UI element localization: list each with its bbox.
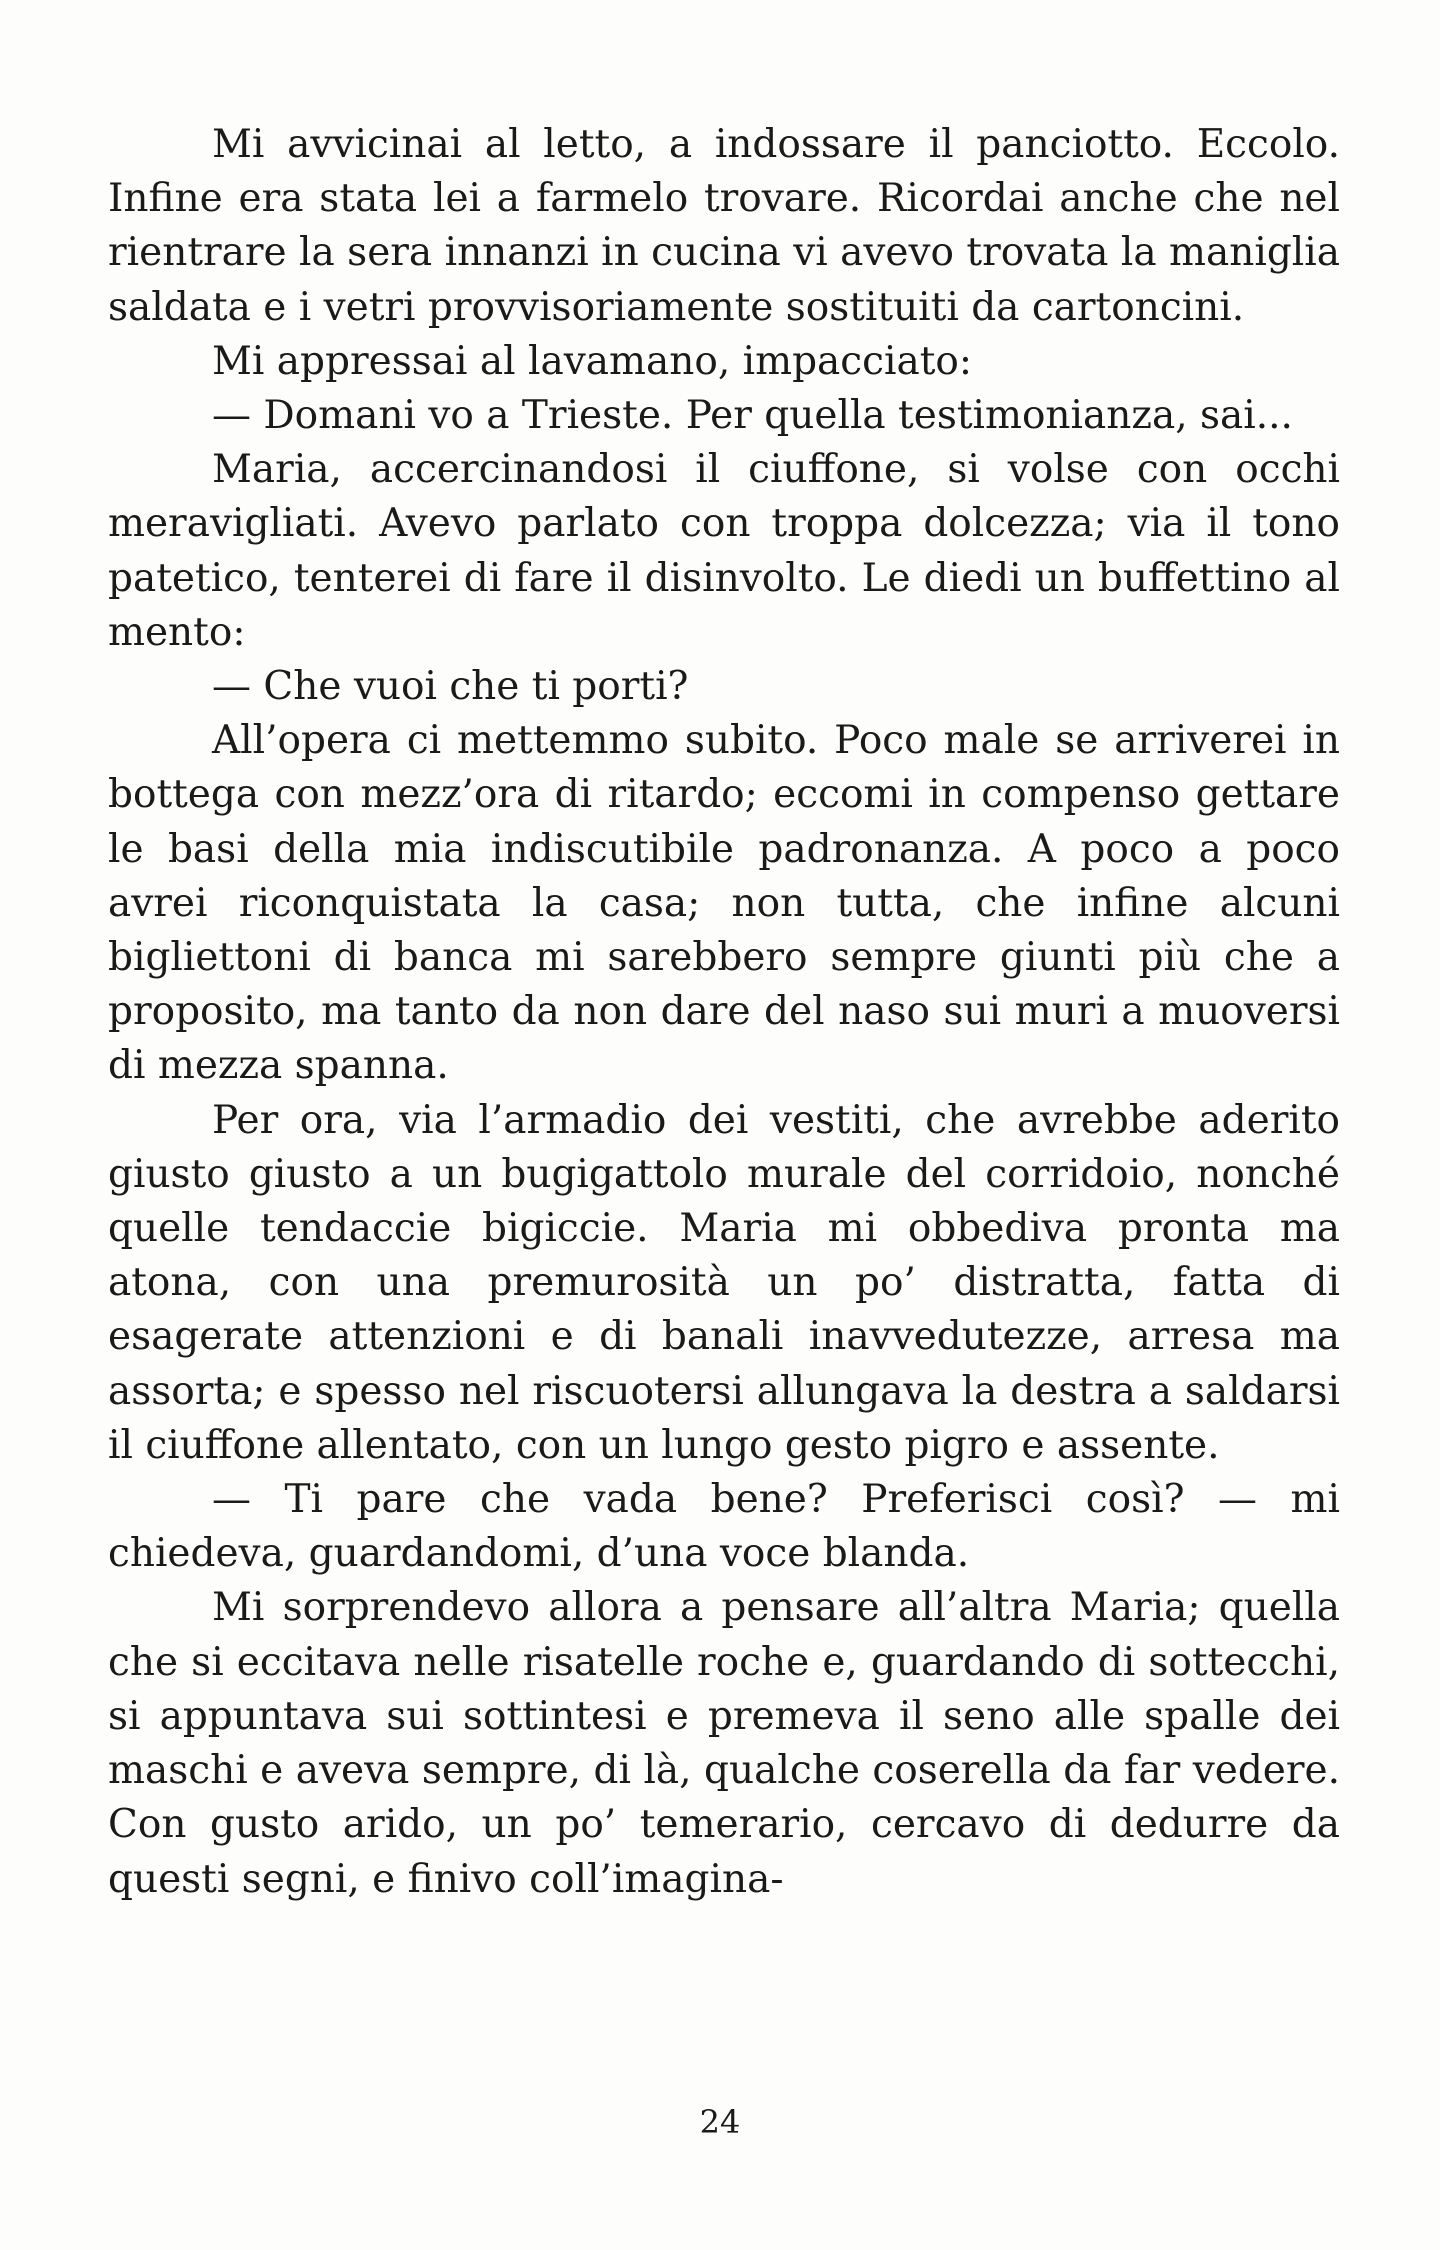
page-number: 24 bbox=[699, 2103, 741, 2141]
paragraph: — Che vuoi che ti porti? bbox=[212, 664, 689, 710]
body-text bbox=[108, 118, 1340, 1907]
paragraph: Mi appressai al lavamano, impacciato: bbox=[212, 338, 972, 384]
paragraph: Per ora, via l’armadio dei vestiti, che avrebbe aderito giusto giusto a un bugigattolo murale del corridoio, nonché quelle tendaccie bigiccie. Maria mi obbediva pronta ma atona, con una premurosità un po’ distratta, fatta di esagerate attenzioni e di banali inavvedutezze, arresa ma assorta; e spesso nel riscuotersi allungava la destra a saldarsi il ciuffone allentato, con un lungo gesto pigro e assente. bbox=[108, 1097, 1340, 1468]
paragraph: — Ti pare che vada bene? Preferisci così? — mi chiedeva, guardandomi, d’una voce blanda. bbox=[108, 1477, 1340, 1577]
paragraph: Mi avvicinai al letto, a indossare il panciotto. Eccolo. Infine era stata lei a farmelo trovare. Ricordai anche che nel rientrare la sera innanzi in cucina vi avevo trovata la maniglia saldata e i vetri provvisoriamente sostituiti da cartoncini. bbox=[108, 122, 1340, 330]
paragraph: Mi sorprendevo allora a pensare all’altra Maria; quella che si eccitava nelle risatelle roche e, guardando di sottecchi, si appuntava sui sottintesi e premeva il seno alle spalle dei maschi e aveva sempre, di là, qualche coserella da far vedere. Con gusto arido, un po’ temerario, cercavo di dedurre da questi segni, e finivo coll’imagina- bbox=[108, 1585, 1340, 1902]
paragraph: Maria, accercinandosi il ciuffone, si volse con occhi meravigliati. Avevo parlato con troppa dolcezza; via il tono patetico, tenterei di fare il disinvolto. Le diedi un buffettino al mento: bbox=[108, 447, 1340, 655]
paragraph: All’opera ci mettemmo subito. Poco male se arriverei in bottega con mezz’ora di ritardo; eccomi in compenso gettare le basi della mia indiscutibile padronanza. A poco a poco avrei riconquistata la casa; non tutta, che infine alcuni bigliettoni di banca mi sarebbero sempre giunti più che a proposito, ma tanto da non dare del naso sui muri a muoversi di mezza spanna. bbox=[108, 718, 1340, 1089]
paragraph: — Domani vo a Trieste. Per quella testimonianza, sai... bbox=[212, 393, 1293, 439]
